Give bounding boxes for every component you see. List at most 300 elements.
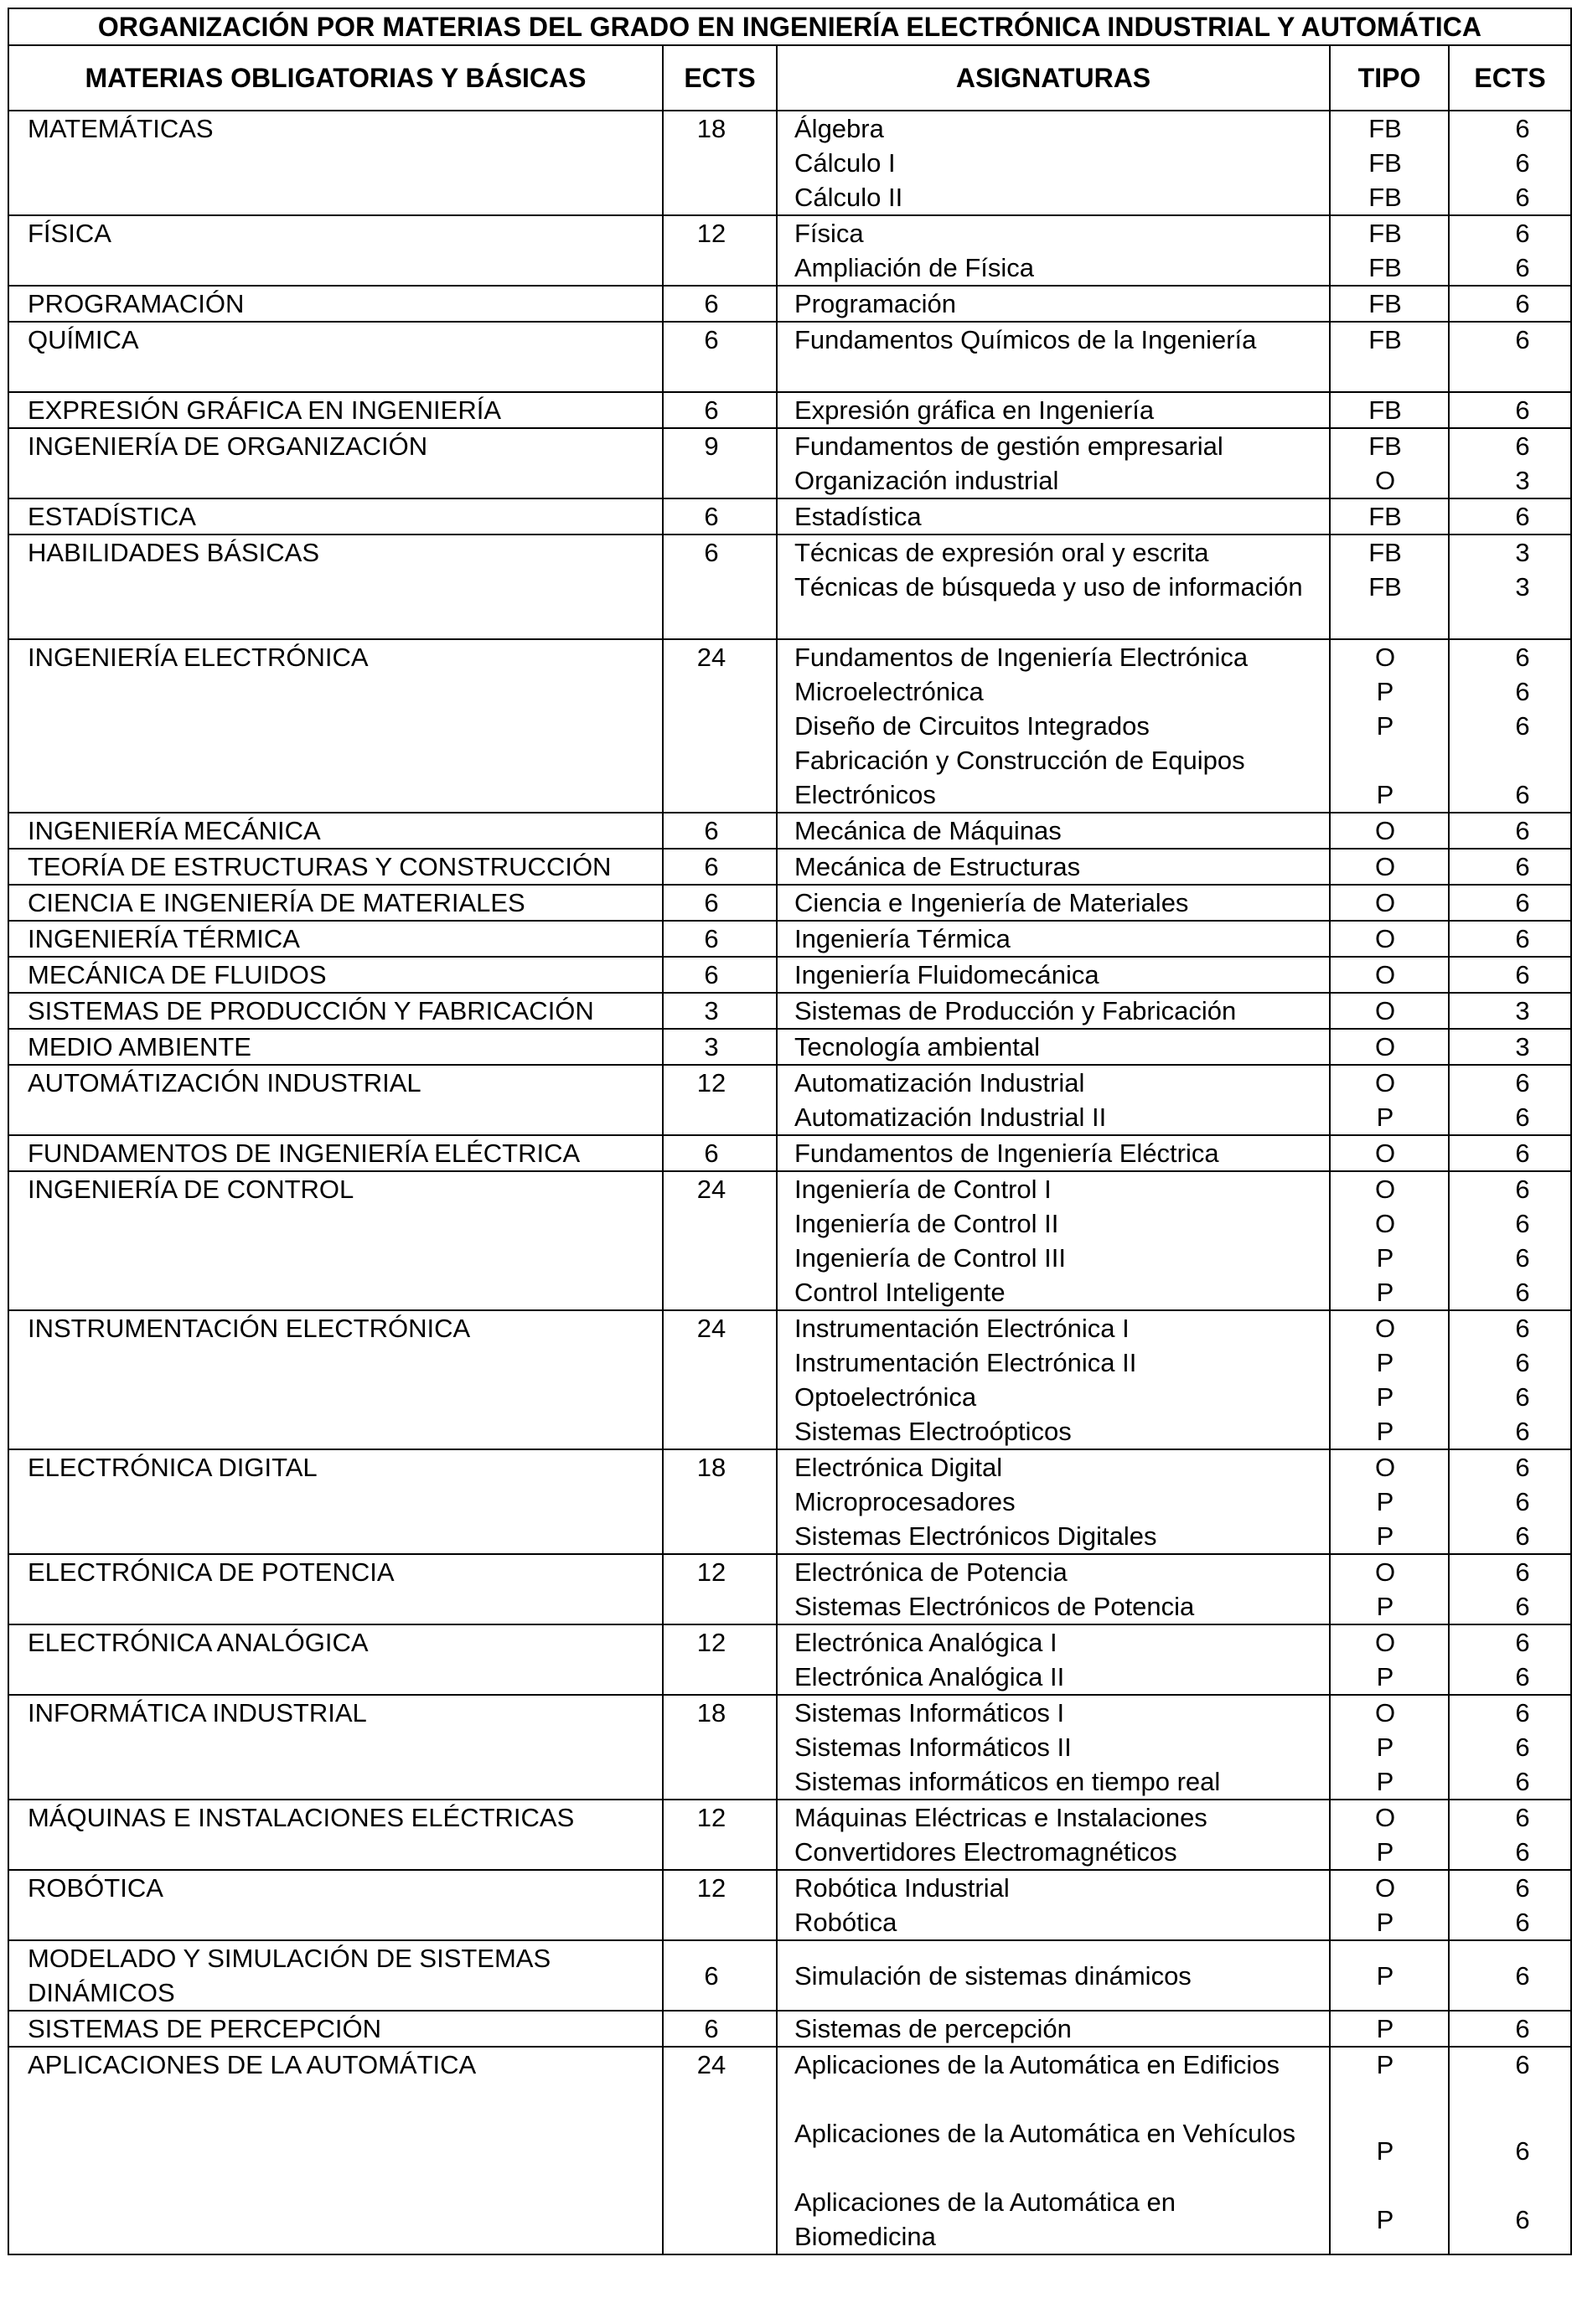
asignatura-ects-cell (1449, 993, 1571, 1029)
tipo-value: FB (1368, 114, 1402, 143)
ects-value: 3 (1515, 466, 1530, 495)
tipo-cell (1330, 849, 1449, 885)
materia-ects-cell: 6 (663, 849, 777, 885)
materia-ects-cell: 12 (663, 1800, 777, 1870)
materia-cell: INGENIERÍA DE ORGANIZACIÓN (8, 428, 663, 498)
asignatura-ects-cell (1449, 1310, 1571, 1449)
asignaturas-cell (777, 885, 1330, 921)
tipo-value: P (1376, 780, 1394, 809)
materia-cell: TEORÍA DE ESTRUCTURAS Y CONSTRUCCIÓN (8, 849, 663, 885)
ects-value: 6 (1515, 816, 1530, 845)
tipo-value: P (1376, 1592, 1394, 1621)
header-tipo: TIPO (1330, 45, 1449, 111)
tipo-value: O (1374, 1873, 1396, 1903)
asignatura-ects-cell (1449, 813, 1571, 849)
asignatura-ects-cell (1449, 1695, 1571, 1800)
tipo-value: O (1374, 643, 1396, 672)
asignatura-ects-cell (1449, 921, 1571, 957)
ects-value: 6 (1515, 1557, 1530, 1587)
ects-value: 6 (1515, 852, 1530, 881)
tipo-value: FB (1368, 183, 1402, 212)
table-row (8, 1449, 1571, 1554)
materia-ects-cell: 12 (663, 1870, 777, 1940)
materia-cell: INGENIERÍA DE CONTROL (8, 1171, 663, 1310)
asignaturas-cell (777, 2011, 1330, 2047)
header-ects-asignatura: ECTS (1449, 45, 1571, 111)
table-body (8, 111, 1571, 2254)
asignatura-name: Electrónica Analógica II (794, 1662, 1065, 1691)
tipo-value: O (1374, 1139, 1396, 1168)
asignatura-name: Fundamentos de Ingeniería Eléctrica (794, 1139, 1219, 1168)
ects-value: 6 (1515, 1453, 1530, 1482)
asignaturas-cell (777, 1695, 1330, 1800)
tipo-value: P (1376, 1837, 1394, 1867)
table-row (8, 1940, 1571, 2011)
table-row (8, 1695, 1571, 1800)
asignaturas-cell (777, 286, 1330, 322)
table-row (8, 1554, 1571, 1624)
asignaturas-cell (777, 392, 1330, 428)
tipo-cell (1330, 2011, 1449, 2047)
table-row (8, 322, 1571, 392)
asignatura-name: Aplicaciones de la Automática en Edificios (794, 2050, 1280, 2079)
ects-value: 6 (1515, 888, 1530, 917)
asignatura-name: Automatización Industrial (794, 1068, 1085, 1097)
materia-ects-cell: 3 (663, 1029, 777, 1065)
asignaturas-cell (777, 498, 1330, 535)
ects-value: 6 (1515, 1243, 1530, 1273)
table-title: ORGANIZACIÓN POR MATERIAS DEL GRADO EN INGENIERÍA ELECTRÓNICA INDUSTRIAL Y AUTOMÁTICA (8, 8, 1571, 45)
asignatura-name: Organización industrial (794, 466, 1059, 495)
asignaturas-cell (777, 1624, 1330, 1695)
ects-value: 3 (1515, 1032, 1530, 1061)
tipo-cell (1330, 1065, 1449, 1135)
materia-ects-cell: 6 (663, 1940, 777, 2011)
table-row (8, 215, 1571, 286)
ects-value: 6 (1515, 1767, 1530, 1796)
table-row (8, 1135, 1571, 1171)
tipo-value: P (1376, 1417, 1394, 1446)
tipo-value: FB (1368, 502, 1402, 531)
tipo-cell (1330, 111, 1449, 215)
asignatura-ects-cell (1449, 286, 1571, 322)
asignaturas-cell (777, 813, 1330, 849)
asignatura-name: Ampliación de Física (794, 253, 1035, 282)
table-row (8, 111, 1571, 215)
table-row (8, 392, 1571, 428)
asignaturas-cell (777, 2047, 1330, 2254)
document-page (8, 8, 1570, 2255)
materia-cell: SISTEMAS DE PRODUCCIÓN Y FABRICACIÓN (8, 993, 663, 1029)
materia-ects-cell: 24 (663, 1310, 777, 1449)
ects-value: 3 (1515, 572, 1530, 602)
tipo-cell (1330, 1870, 1449, 1940)
tipo-cell (1330, 1449, 1449, 1554)
table-row (8, 1870, 1571, 1940)
tipo-value: P (1376, 2014, 1394, 2043)
materia-ects-cell: 6 (663, 1135, 777, 1171)
asignatura-name: Sistemas Electrónicos Digitales (794, 1521, 1157, 1551)
ects-value: 6 (1515, 1103, 1530, 1132)
tipo-value: FB (1368, 219, 1402, 248)
tipo-value: FB (1368, 572, 1402, 602)
materia-cell: INFORMÁTICA INDUSTRIAL (8, 1695, 663, 1800)
materia-ects-cell: 6 (663, 921, 777, 957)
ects-value: 6 (1515, 325, 1530, 354)
asignatura-name: Sistemas informáticos en tiempo real (794, 1767, 1221, 1796)
header-asignaturas: ASIGNATURAS (777, 45, 1330, 111)
ects-value: 6 (1515, 2135, 1530, 2166)
materia-cell: ESTADÍSTICA (8, 498, 663, 535)
asignatura-name: Estadística (794, 502, 922, 531)
materia-ects-cell: 12 (663, 1554, 777, 1624)
tipo-value: O (1374, 924, 1396, 953)
table-row (8, 1624, 1571, 1695)
asignatura-ects-cell (1449, 1029, 1571, 1065)
tipo-cell (1330, 885, 1449, 921)
asignaturas-cell (777, 1029, 1330, 1065)
materia-cell: FUNDAMENTOS DE INGENIERÍA ELÉCTRICA (8, 1135, 663, 1171)
table-row (8, 286, 1571, 322)
ects-value: 6 (1515, 1068, 1530, 1097)
asignatura-name: Expresión gráfica en Ingeniería (794, 395, 1155, 425)
ects-value: 6 (1515, 1417, 1530, 1446)
materia-ects-cell: 12 (663, 1624, 777, 1695)
asignatura-name: Técnicas de búsqueda y uso de información (794, 572, 1303, 602)
asignatura-name: Técnicas de expresión oral y escrita (794, 538, 1209, 567)
materia-ects-cell: 18 (663, 111, 777, 215)
asignatura-name: Aplicaciones de la Automática en Biomedicina (794, 2187, 1176, 2251)
materia-ects-cell: 6 (663, 498, 777, 535)
tipo-cell (1330, 322, 1449, 392)
asignatura-name: Electrónica Digital (794, 1453, 1003, 1482)
tipo-value: P (1376, 1103, 1394, 1132)
ects-value: 6 (1515, 960, 1530, 989)
asignatura-ects-cell (1449, 1940, 1571, 2011)
asignatura-ects-cell (1449, 1171, 1571, 1310)
materia-cell: CIENCIA E INGENIERÍA DE MATERIALES (8, 885, 663, 921)
ects-value: 6 (1515, 1873, 1530, 1903)
tipo-cell (1330, 1940, 1449, 2011)
asignatura-name: Ingeniería Térmica (794, 924, 1011, 953)
asignaturas-cell (777, 322, 1330, 392)
tipo-value: O (1374, 1314, 1396, 1343)
ects-value: 6 (1515, 2014, 1530, 2043)
table-row (8, 1171, 1571, 1310)
asignatura-name: Ingeniería de Control II (794, 1209, 1059, 1238)
tipo-cell (1330, 1171, 1449, 1310)
tipo-cell (1330, 921, 1449, 957)
tipo-value: FB (1368, 395, 1402, 425)
asignatura-name: Fundamentos de Ingeniería Electrónica (794, 643, 1249, 672)
tipo-cell (1330, 286, 1449, 322)
asignatura-ects-cell (1449, 498, 1571, 535)
tipo-value: P (1376, 1908, 1394, 1937)
tipo-value: P (1376, 2050, 1394, 2079)
asignatura-name: Robótica (794, 1908, 897, 1937)
asignatura-ects-cell (1449, 1554, 1571, 1624)
materia-cell: QUÍMICA (8, 322, 663, 392)
table-row (8, 535, 1571, 639)
materia-ects-cell: 6 (663, 322, 777, 392)
tipo-cell (1330, 1800, 1449, 1870)
ects-value: 6 (1515, 253, 1530, 282)
asignatura-ects-cell (1449, 111, 1571, 215)
tipo-value: O (1374, 1032, 1396, 1061)
ects-value: 6 (1515, 711, 1530, 741)
tipo-value: FB (1368, 289, 1402, 318)
ects-value: 6 (1515, 148, 1530, 178)
materia-ects-cell: 24 (663, 2047, 777, 2254)
asignatura-name: Programación (794, 289, 956, 318)
asignaturas-cell (777, 639, 1330, 813)
ects-value: 6 (1515, 1803, 1530, 1832)
ects-value: 6 (1515, 1733, 1530, 1762)
materia-ects-cell: 18 (663, 1449, 777, 1554)
asignatura-ects-cell (1449, 2011, 1571, 2047)
tipo-value: P (1376, 1243, 1394, 1273)
asignatura-name: Robótica Industrial (794, 1873, 1010, 1903)
tipo-value: P (1376, 711, 1394, 741)
asignatura-name: Aplicaciones de la Automática en Vehículos (794, 2119, 1295, 2148)
materia-cell: ELECTRÓNICA DE POTENCIA (8, 1554, 663, 1624)
tipo-value: O (1374, 1068, 1396, 1097)
asignatura-name: Fabricación y Construcción de Equipos Electrónicos (794, 746, 1245, 809)
asignaturas-cell (777, 1800, 1330, 1870)
asignaturas-cell (777, 921, 1330, 957)
tipo-cell (1330, 993, 1449, 1029)
materia-cell: FÍSICA (8, 215, 663, 286)
ects-value: 6 (1515, 1278, 1530, 1307)
asignatura-name: Control Inteligente (794, 1278, 1006, 1307)
table-row (8, 428, 1571, 498)
table-row (8, 639, 1571, 813)
asignatura-name: Ciencia e Ingeniería de Materiales (794, 888, 1189, 917)
materia-ects-cell: 12 (663, 1065, 777, 1135)
asignatura-ects-cell (1449, 1870, 1571, 1940)
tipo-value: P (1376, 1733, 1394, 1762)
asignaturas-cell (777, 849, 1330, 885)
tipo-value: FB (1368, 431, 1402, 461)
asignatura-name: Álgebra (794, 114, 884, 143)
ects-value: 6 (1515, 643, 1530, 672)
asignatura-name: Tecnología ambiental (794, 1032, 1040, 1061)
tipo-value: P (1376, 2135, 1394, 2166)
tipo-value: P (1376, 2204, 1394, 2234)
tipo-value: O (1374, 816, 1396, 845)
ects-value: 6 (1515, 1382, 1530, 1412)
asignaturas-cell (777, 957, 1330, 993)
asignaturas-cell (777, 1554, 1330, 1624)
ects-value: 6 (1515, 780, 1530, 809)
asignatura-ects-cell (1449, 1135, 1571, 1171)
ects-value: 6 (1515, 1592, 1530, 1621)
asignatura-ects-cell (1449, 1449, 1571, 1554)
asignaturas-cell (777, 1940, 1330, 2011)
ects-value: 6 (1515, 1314, 1530, 1343)
tipo-value: FB (1368, 325, 1402, 354)
asignatura-ects-cell (1449, 885, 1571, 921)
tipo-cell (1330, 1135, 1449, 1171)
asignatura-ects-cell (1449, 639, 1571, 813)
asignatura-name: Sistemas Informáticos II (794, 1733, 1072, 1762)
tipo-cell (1330, 957, 1449, 993)
asignaturas-cell (777, 993, 1330, 1029)
tipo-value: P (1376, 677, 1394, 706)
ects-value: 6 (1515, 1628, 1530, 1657)
asignatura-name: Automatización Industrial II (794, 1103, 1107, 1132)
table-row (8, 957, 1571, 993)
table-row (8, 1310, 1571, 1449)
tipo-cell (1330, 1554, 1449, 1624)
materia-cell: ROBÓTICA (8, 1870, 663, 1940)
materia-ects-cell: 6 (663, 957, 777, 993)
materia-cell: SISTEMAS DE PERCEPCIÓN (8, 2011, 663, 2047)
table-row (8, 885, 1571, 921)
materia-ects-cell: 3 (663, 993, 777, 1029)
asignatura-name: Convertidores Electromagnéticos (794, 1837, 1177, 1867)
asignatura-ects-cell (1449, 957, 1571, 993)
tipo-value: O (1374, 1557, 1396, 1587)
materia-cell: MODELADO Y SIMULACIÓN DE SISTEMAS DINÁMICOS (8, 1940, 663, 2011)
table-row (8, 1800, 1571, 1870)
tipo-cell (1330, 639, 1449, 813)
materia-cell: AUTOMÁTIZACIÓN INDUSTRIAL (8, 1065, 663, 1135)
ects-value: 6 (1515, 1837, 1530, 1867)
asignaturas-cell (777, 111, 1330, 215)
materia-cell: INSTRUMENTACIÓN ELECTRÓNICA (8, 1310, 663, 1449)
subjects-table (8, 8, 1572, 2255)
ects-value: 6 (1515, 2204, 1530, 2234)
asignatura-name: Sistemas Electrónicos de Potencia (794, 1592, 1195, 1621)
asignatura-ects-cell (1449, 1624, 1571, 1695)
asignatura-name: Fundamentos de gestión empresarial (794, 431, 1223, 461)
asignaturas-cell (777, 428, 1330, 498)
asignatura-name: Electrónica Analógica I (794, 1628, 1057, 1657)
tipo-cell (1330, 2047, 1449, 2254)
asignatura-name: Mecánica de Estructuras (794, 852, 1081, 881)
ects-value: 6 (1515, 1662, 1530, 1691)
ects-value: 6 (1515, 1960, 1530, 1991)
ects-value: 6 (1515, 395, 1530, 425)
asignaturas-cell (777, 1171, 1330, 1310)
ects-value: 6 (1515, 1139, 1530, 1168)
materia-ects-cell: 6 (663, 535, 777, 639)
materia-ects-cell: 6 (663, 2011, 777, 2047)
tipo-value: P (1376, 1487, 1394, 1516)
ects-value: 6 (1515, 431, 1530, 461)
asignatura-name: Diseño de Circuitos Integrados (794, 711, 1150, 741)
materia-ects-cell: 24 (663, 639, 777, 813)
asignaturas-cell (777, 1870, 1330, 1940)
materia-ects-cell: 24 (663, 1171, 777, 1310)
asignatura-name: Cálculo II (794, 183, 903, 212)
tipo-value: O (1374, 1698, 1396, 1728)
tipo-cell (1330, 1029, 1449, 1065)
ects-value: 6 (1515, 1209, 1530, 1238)
table-row (8, 2047, 1571, 2254)
table-row (8, 921, 1571, 957)
ects-value: 6 (1515, 1908, 1530, 1937)
asignatura-ects-cell (1449, 2047, 1571, 2254)
table-row (8, 813, 1571, 849)
asignatura-name: Electrónica de Potencia (794, 1557, 1068, 1587)
asignatura-name: Sistemas de percepción (794, 2014, 1072, 2043)
header-materias: MATERIAS OBLIGATORIAS Y BÁSICAS (8, 45, 663, 111)
asignatura-name: Simulación de sistemas dinámicos (794, 1960, 1192, 1991)
table-row (8, 849, 1571, 885)
tipo-value: P (1376, 1662, 1394, 1691)
table-row (8, 993, 1571, 1029)
materia-cell: MECÁNICA DE FLUIDOS (8, 957, 663, 993)
asignaturas-cell (777, 215, 1330, 286)
asignatura-name: Ingeniería de Control I (794, 1175, 1052, 1204)
materia-cell: APLICACIONES DE LA AUTOMÁTICA (8, 2047, 663, 2254)
tipo-value: O (1374, 1628, 1396, 1657)
asignaturas-cell (777, 535, 1330, 639)
materia-cell: ELECTRÓNICA ANALÓGICA (8, 1624, 663, 1695)
tipo-value: P (1376, 1960, 1394, 1991)
materia-ects-cell: 6 (663, 392, 777, 428)
materia-ects-cell: 6 (663, 286, 777, 322)
tipo-value: O (1374, 996, 1396, 1025)
asignaturas-cell (777, 1310, 1330, 1449)
tipo-value: O (1374, 466, 1396, 495)
asignatura-ects-cell (1449, 535, 1571, 639)
asignatura-ects-cell (1449, 322, 1571, 392)
asignatura-name: Microprocesadores (794, 1487, 1016, 1516)
materia-cell: EXPRESIÓN GRÁFICA EN INGENIERÍA (8, 392, 663, 428)
tipo-cell (1330, 392, 1449, 428)
tipo-value: O (1374, 1209, 1396, 1238)
ects-value: 6 (1515, 1348, 1530, 1377)
asignatura-name: Máquinas Eléctricas e Instalaciones (794, 1803, 1207, 1832)
materia-ects-cell: 6 (663, 813, 777, 849)
tipo-value: P (1376, 1348, 1394, 1377)
materia-cell: INGENIERÍA MECÁNICA (8, 813, 663, 849)
asignatura-name: Ingeniería de Control III (794, 1243, 1066, 1273)
asignatura-name: Fundamentos Químicos de la Ingeniería (794, 325, 1257, 354)
ects-value: 3 (1515, 996, 1530, 1025)
asignatura-name: Instrumentación Electrónica I (794, 1314, 1130, 1343)
tipo-cell (1330, 1695, 1449, 1800)
tipo-cell (1330, 1310, 1449, 1449)
tipo-value: O (1374, 1803, 1396, 1832)
header-ects: ECTS (663, 45, 777, 111)
asignatura-name: Instrumentación Electrónica II (794, 1348, 1137, 1377)
materia-cell: PROGRAMACIÓN (8, 286, 663, 322)
tipo-value: FB (1368, 253, 1402, 282)
materia-ects-cell: 12 (663, 215, 777, 286)
ects-value: 6 (1515, 183, 1530, 212)
ects-value: 6 (1515, 1698, 1530, 1728)
tipo-value: FB (1368, 538, 1402, 567)
asignatura-name: Optoelectrónica (794, 1382, 977, 1412)
asignatura-ects-cell (1449, 215, 1571, 286)
ects-value: 6 (1515, 1175, 1530, 1204)
tipo-value: P (1376, 1382, 1394, 1412)
asignatura-name: Física (794, 219, 864, 248)
asignatura-name: Ingeniería Fluidomecánica (794, 960, 1099, 989)
ects-value: 6 (1515, 219, 1530, 248)
asignaturas-cell (777, 1065, 1330, 1135)
tipo-cell (1330, 215, 1449, 286)
tipo-value: O (1374, 1453, 1396, 1482)
materia-cell: MÁQUINAS E INSTALACIONES ELÉCTRICAS (8, 1800, 663, 1870)
materia-cell: ELECTRÓNICA DIGITAL (8, 1449, 663, 1554)
tipo-value: O (1374, 1175, 1396, 1204)
ects-value: 6 (1515, 502, 1530, 531)
